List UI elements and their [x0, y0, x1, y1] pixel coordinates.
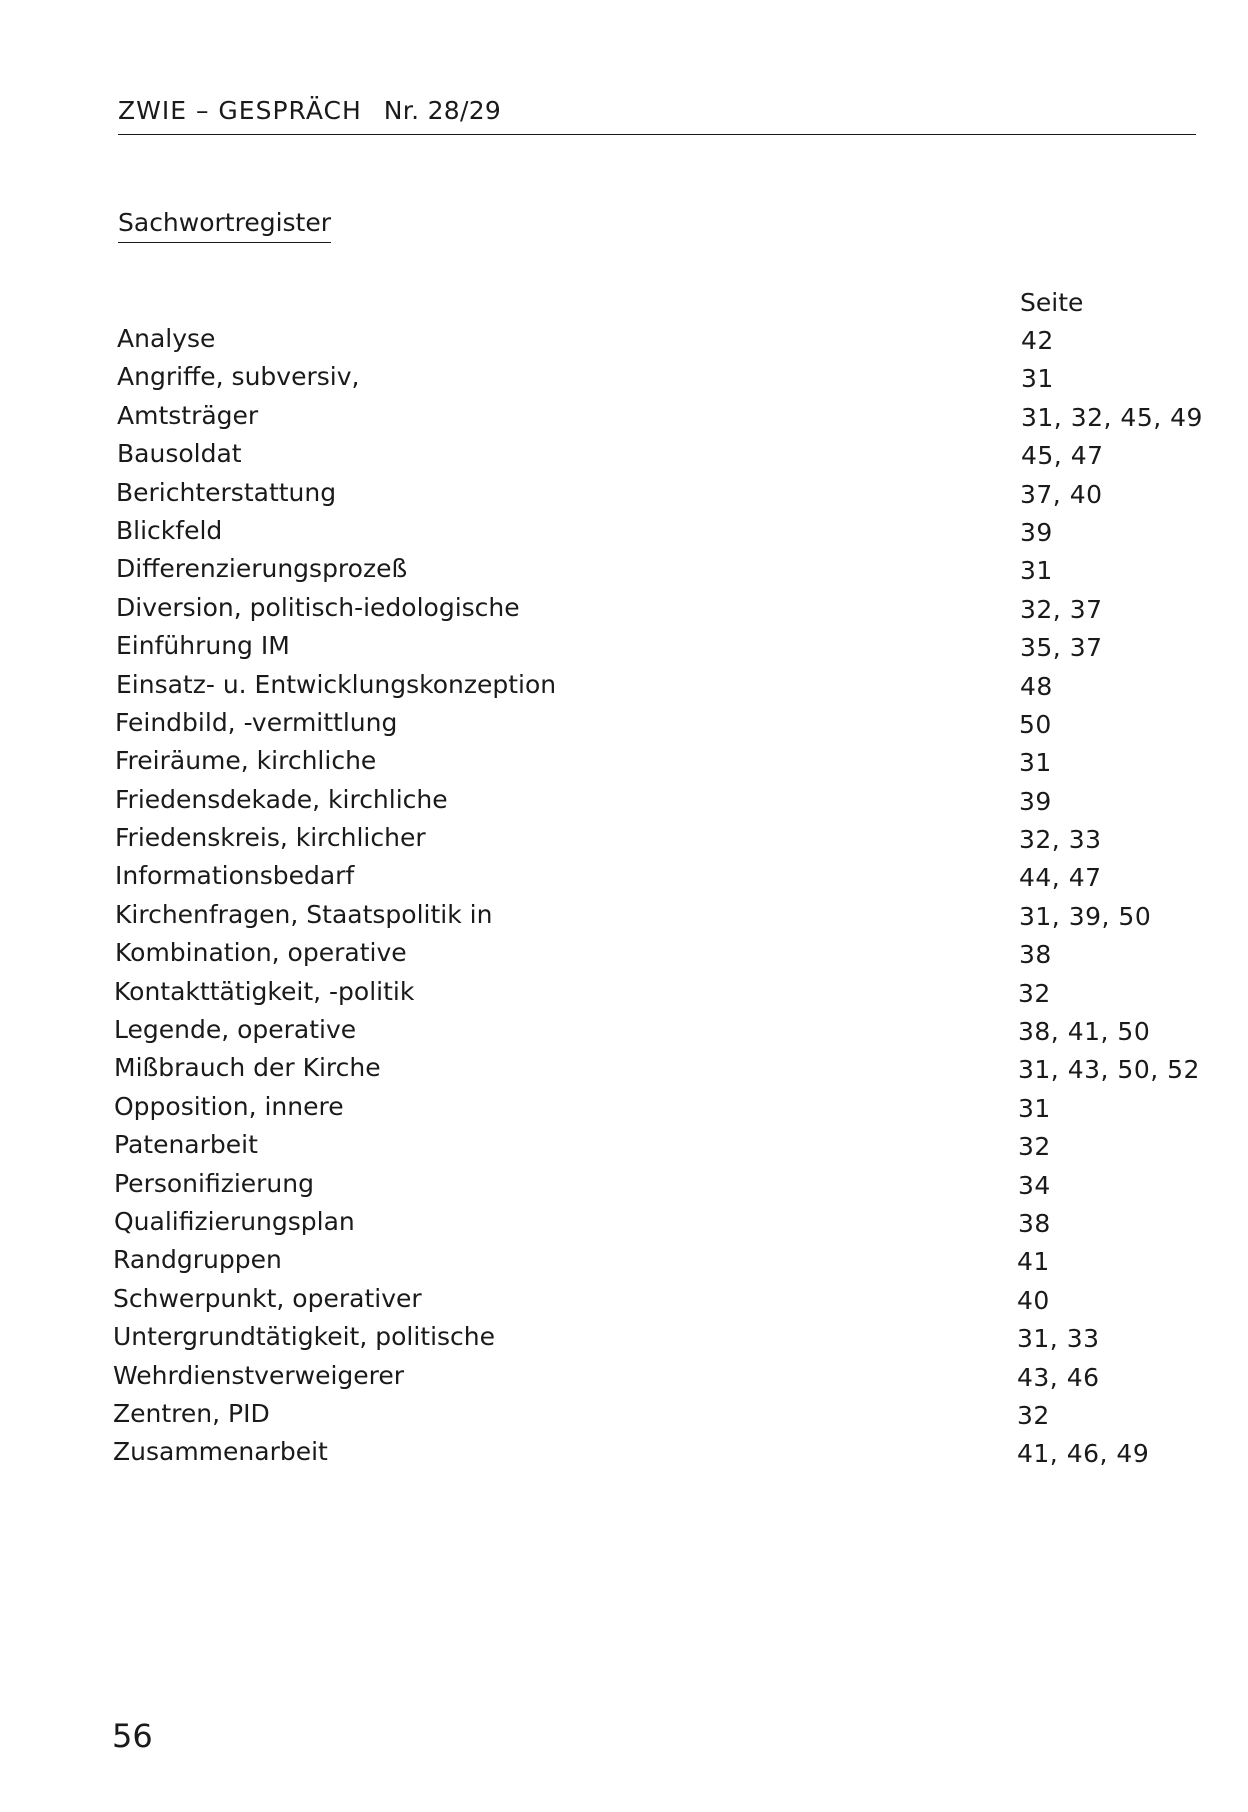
index-entry [0, 397, 1248, 435]
index-term: Blickfeld [116, 515, 223, 545]
index-pages: 48 [1020, 671, 1053, 701]
index-entry [0, 320, 1248, 358]
index-term: Feindbild, -vermittlung [115, 707, 398, 737]
index-entry [0, 857, 1248, 895]
index-term: Differenzierungsprozeß [116, 554, 408, 584]
index-entry [0, 781, 1248, 819]
header-title-line [118, 96, 501, 125]
index-entry [0, 1241, 1248, 1279]
index-pages: 38 [1018, 1208, 1051, 1238]
index-entry [0, 550, 1248, 588]
index-pages: 42 [1021, 326, 1054, 355]
index-pages: 39 [1020, 517, 1053, 547]
index-term: Berichterstattung [116, 477, 337, 507]
index-term: Mißbrauch der Kirche [114, 1053, 381, 1083]
index-entry [0, 1088, 1248, 1126]
index-pages: 32 [1018, 1132, 1051, 1162]
index-entry [0, 1395, 1248, 1433]
index-entry [0, 1126, 1248, 1164]
index-term: Kirchenfragen, Staatspolitik in [115, 899, 493, 929]
index-entry [0, 704, 1248, 742]
index-term: Randgruppen [113, 1245, 282, 1275]
index-term: Amtsträger [117, 400, 259, 430]
index-pages: 31, 43, 50, 52 [1018, 1055, 1200, 1085]
index-pages: 31 [1019, 748, 1052, 778]
index-term: Diversion, politisch-iedologische [116, 592, 520, 622]
index-pages: 43, 46 [1017, 1362, 1100, 1392]
index-term: Zusammenarbeit [113, 1437, 328, 1467]
index-term: Patenarbeit [114, 1130, 258, 1160]
index-term: Bausoldat [117, 439, 242, 469]
index-pages: 32 [1018, 978, 1051, 1008]
index-term: Friedensdekade, kirchliche [115, 784, 448, 814]
index-pages: 35, 37 [1020, 633, 1103, 663]
index-pages: 31, 39, 50 [1019, 901, 1152, 931]
index-term: Schwerpunkt, operativer [113, 1283, 422, 1313]
index-term: Analyse [117, 324, 216, 353]
index-pages: 45, 47 [1021, 441, 1104, 471]
index-entry [0, 1011, 1248, 1049]
index-term: Angriffe, subversiv, [117, 362, 360, 392]
index-entry [0, 1357, 1248, 1395]
index-term: Wehrdienstverweigerer [113, 1360, 405, 1390]
index-term: Friedenskreis, kirchlicher [115, 823, 426, 853]
index-pages: 41, 46, 49 [1017, 1439, 1150, 1469]
index-pages: 39 [1019, 786, 1052, 816]
index-entry [0, 435, 1248, 473]
index-pages: 31, 33 [1017, 1324, 1100, 1354]
index-pages: 31 [1021, 364, 1054, 394]
index-term: Einführung IM [116, 631, 290, 661]
index-pages: 32, 37 [1020, 594, 1103, 624]
index-term: Informationsbedarf [115, 861, 355, 891]
index-pages: 40 [1017, 1285, 1050, 1315]
index-term: Kombination, operative [115, 938, 407, 968]
index-entry [0, 1318, 1248, 1356]
publication-title: ZWIE – GESPRÄCH [118, 96, 362, 125]
index-pages: 31 [1020, 556, 1053, 586]
index-pages: 38 [1019, 940, 1052, 970]
index-entry [0, 666, 1248, 704]
index-entry [0, 358, 1248, 396]
index-entry [0, 973, 1248, 1011]
index-pages: 34 [1018, 1170, 1051, 1200]
index-term: Untergrundtätigkeit, politische [113, 1322, 496, 1352]
index-pages: 31, 32, 45, 49 [1021, 402, 1203, 432]
index-entry [0, 1049, 1248, 1087]
index-pages: 31 [1018, 1093, 1051, 1123]
index-term: Einsatz- u. Entwicklungskonzeption [116, 669, 557, 699]
index-pages: 44, 47 [1019, 863, 1102, 893]
issue-number: Nr. 28/29 [383, 96, 502, 125]
index-pages: 37, 40 [1020, 479, 1103, 509]
index-term: Freiräume, kirchliche [115, 746, 377, 776]
index-entry [0, 819, 1248, 857]
index-term: Opposition, innere [114, 1091, 344, 1121]
section-heading: Sachwortregister [118, 208, 331, 243]
index-term: Personifizierung [114, 1168, 314, 1198]
index-term: Zentren, PID [113, 1398, 270, 1428]
index-term: Kontakttätigkeit, -politik [114, 976, 415, 1006]
index-entry [0, 1280, 1248, 1318]
index-entry [0, 512, 1248, 550]
index-pages: 32 [1017, 1400, 1050, 1430]
index-entry [0, 474, 1248, 512]
index-term: Qualifizierungsplan [114, 1206, 355, 1236]
index-entry [0, 896, 1248, 934]
index-entry [0, 1433, 1248, 1471]
index-term: Legende, operative [114, 1015, 357, 1045]
page-header [118, 92, 1196, 135]
index-pages: 50 [1019, 709, 1052, 739]
index-entry [0, 1165, 1248, 1203]
index-pages: 32, 33 [1019, 825, 1102, 855]
index-entry [0, 934, 1248, 972]
index-entry [0, 589, 1248, 627]
index-entry [0, 1203, 1248, 1241]
index-pages: 38, 41, 50 [1018, 1017, 1151, 1047]
index-entry [0, 742, 1248, 780]
index-pages: 41 [1017, 1247, 1050, 1277]
column-header-pages: Seite [1020, 288, 1084, 317]
page-number: 56 [112, 1717, 153, 1755]
index-entry [0, 627, 1248, 665]
index-list [0, 320, 1248, 1472]
